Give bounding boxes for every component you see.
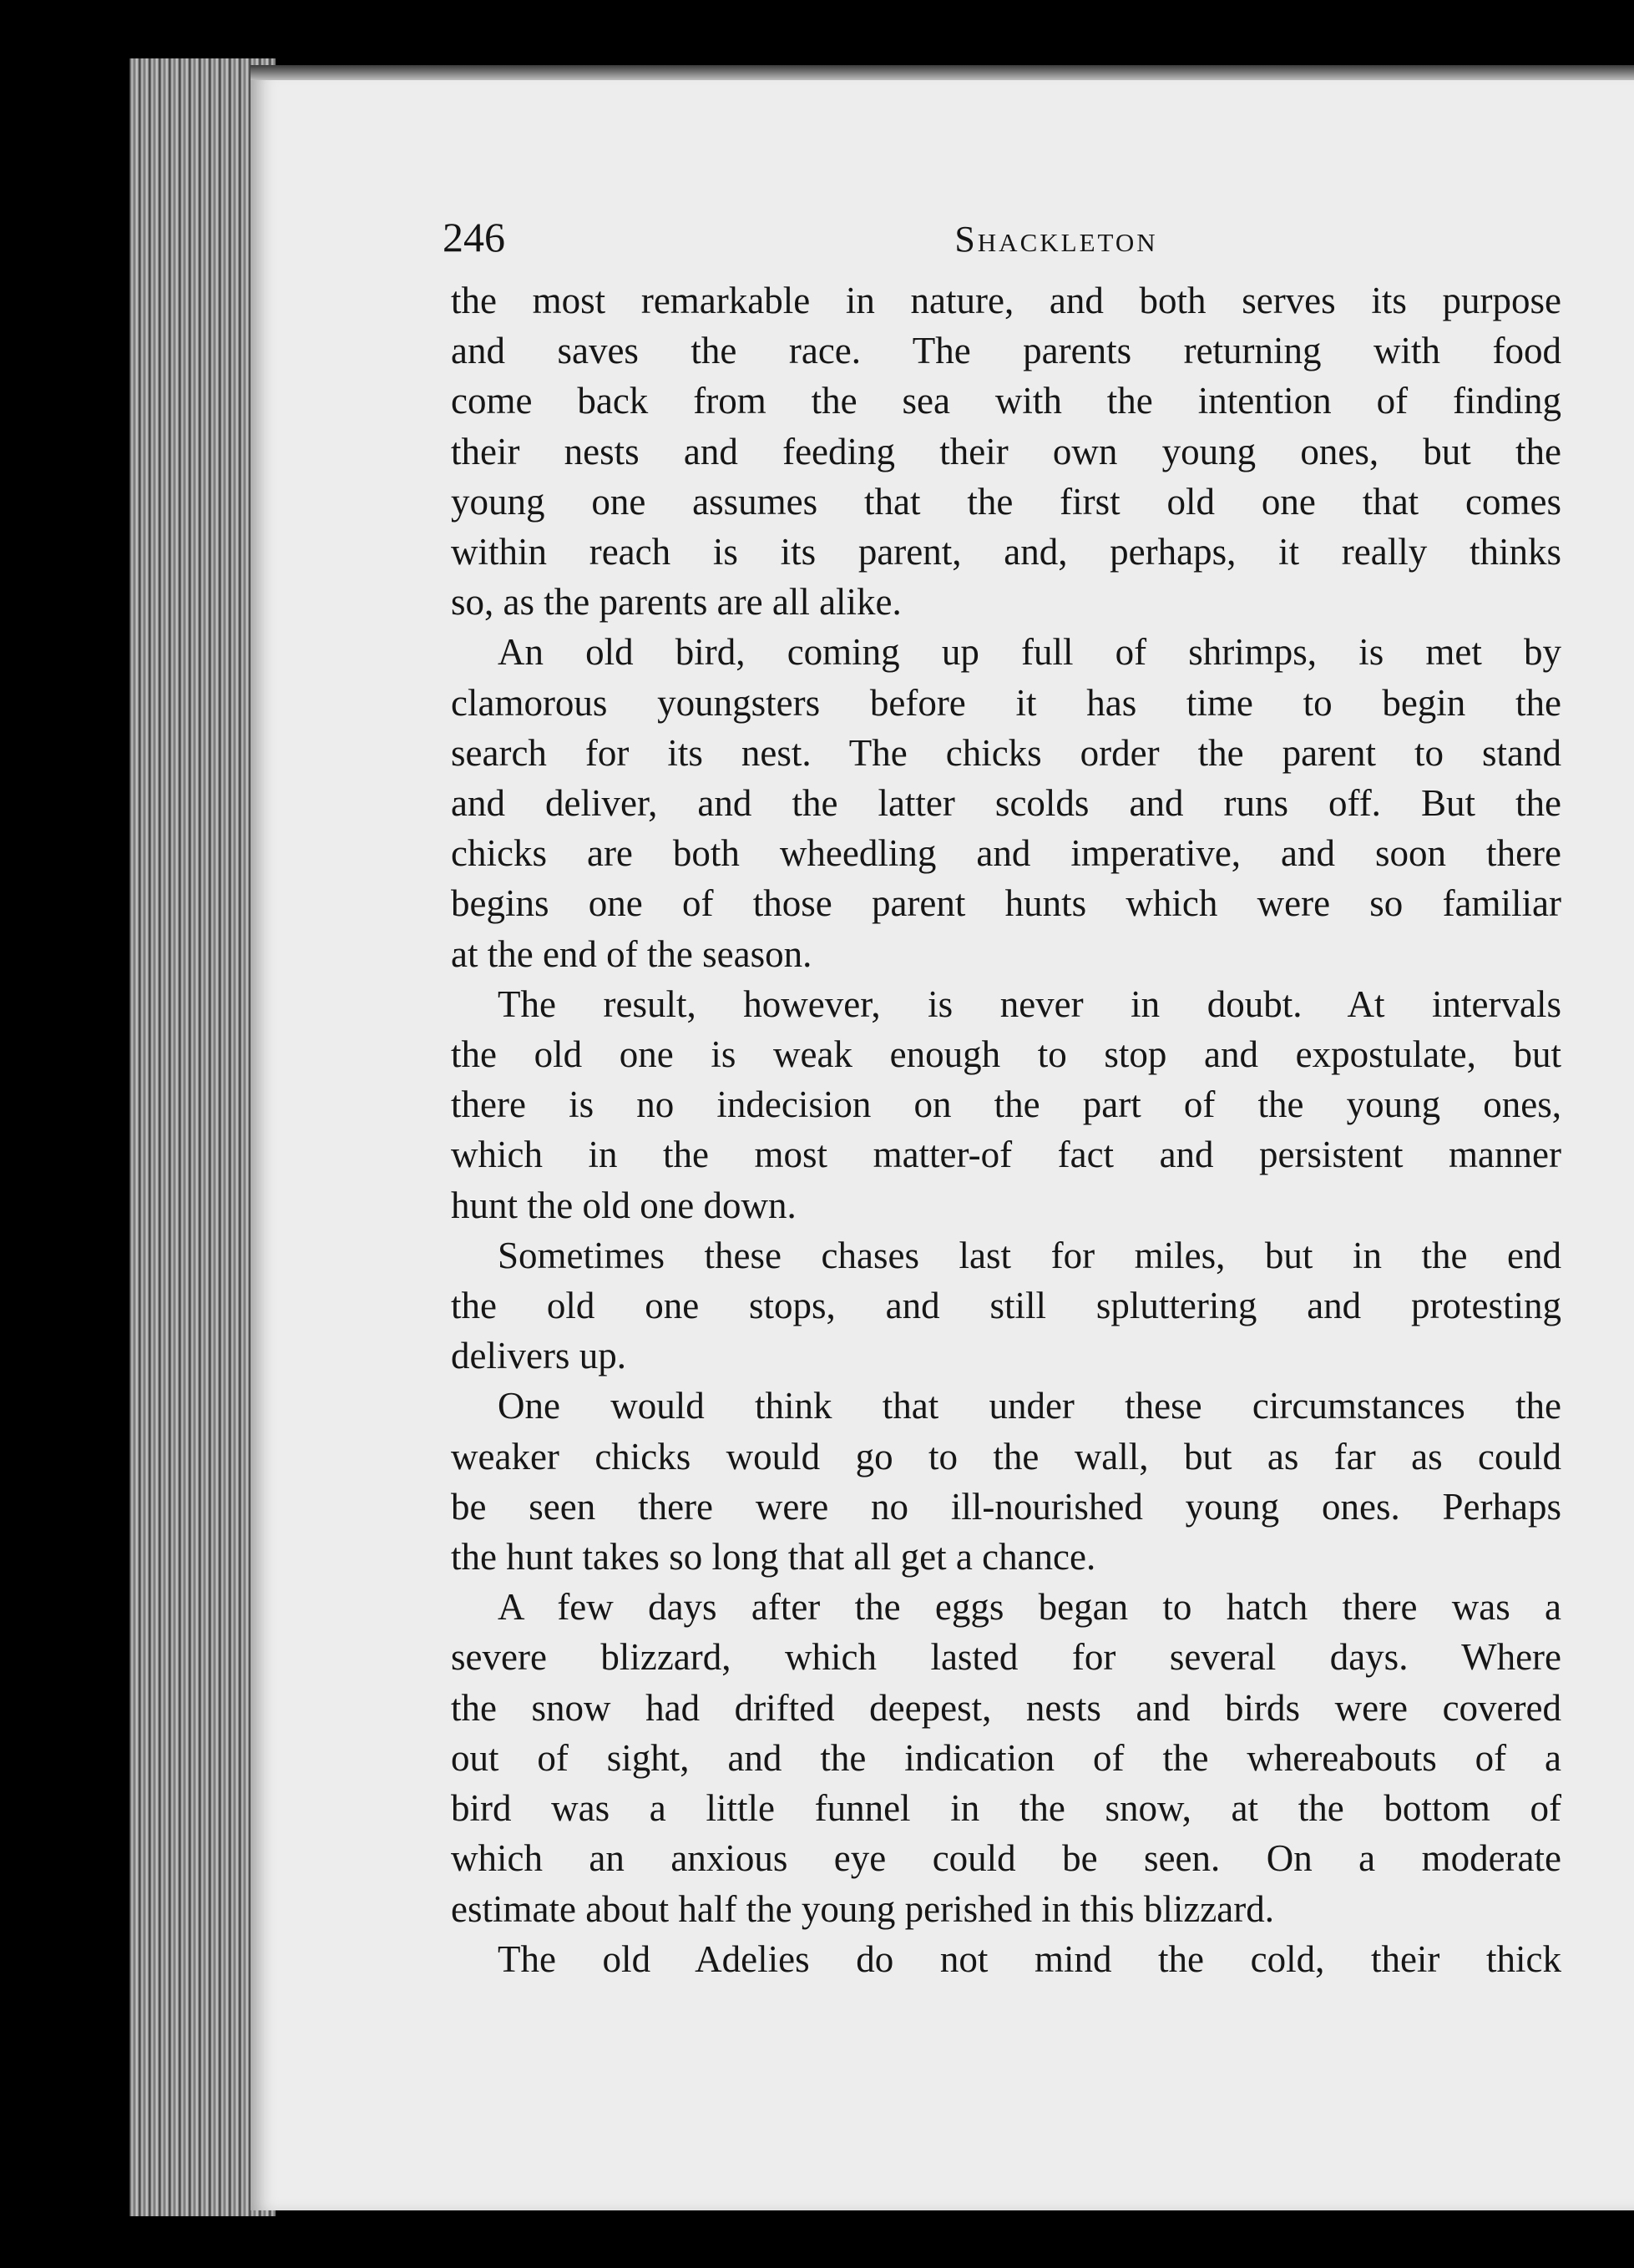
text-line: and deliver, and the latter scolds and runs off. But the: [451, 782, 1561, 825]
page-header: [443, 213, 1570, 280]
text-line: which in the most matter-of fact and persistent manner: [451, 1134, 1561, 1176]
text-line: begins one of those parent hunts which were so familiar: [451, 882, 1561, 925]
text-line: The result, however, is never in doubt. At intervals: [498, 982, 1561, 1025]
text-line: delivers up.: [451, 1335, 626, 1377]
text-line: estimate about half the young perished in this blizzard.: [451, 1887, 1274, 1930]
page-number: 246: [443, 214, 505, 260]
text-line: One would think that under these circumstances the: [498, 1385, 1561, 1427]
text-line: Sometimes these chases last for miles, but in the end: [498, 1234, 1561, 1276]
text-line: the old one is weak enough to stop and expostulate, but: [451, 1033, 1561, 1076]
text-line: search for its nest. The chicks order the parent to stand: [451, 731, 1561, 774]
text-line: and saves the race. The parents returning with food: [451, 330, 1561, 372]
text-line: within reach is its parent, and, perhaps, it really thinks: [451, 531, 1561, 573]
text-line: the most remarkable in nature, and both serves its purpose: [451, 280, 1561, 321]
text-line: out of sight, and the indication of the whereabouts of a: [451, 1736, 1561, 1779]
text-line: weaker chicks would go to the wall, but as far as could: [451, 1435, 1561, 1477]
text-line: An old bird, coming up full of shrimps, is met by: [498, 631, 1561, 674]
text-line: clamorous youngsters before it has time to begin the: [451, 681, 1561, 724]
text-line: young one assumes that the first old one that comes: [451, 480, 1561, 523]
text-line: their nests and feeding their own young ones, but the: [451, 430, 1561, 472]
page-top-edge: [250, 65, 1634, 80]
text-line: severe blizzard, which lasted for several days. Where: [451, 1636, 1561, 1679]
text-line: the old one stops, and still spluttering and protesting: [451, 1285, 1561, 1327]
text-line: at the end of the season.: [451, 932, 812, 975]
text-line: A few days after the eggs began to hatch there was a: [498, 1586, 1561, 1629]
text-line: be seen there were no ill-nourished young ones. Perhaps: [451, 1485, 1561, 1528]
text-line: bird was a little funnel in the snow, at the bottom of: [451, 1787, 1561, 1830]
text-line: there is no indecision on the part of the young ones,: [451, 1083, 1561, 1126]
text-line: chicks are both wheedling and imperative, and soon there: [451, 832, 1561, 875]
text-line: the hunt takes so long that all get a chance.: [451, 1536, 1096, 1579]
body-text: [451, 275, 1561, 1984]
text-line: come back from the sea with the intention of finding: [451, 380, 1561, 422]
text-line: hunt the old one down.: [451, 1184, 797, 1226]
text-line: the snow had drifted deepest, nests and birds were covered: [451, 1686, 1561, 1729]
running-title: Shackleton: [954, 219, 1158, 260]
text-line: so, as the parents are all alike.: [451, 581, 902, 624]
text-line: The old Adelies do not mind the cold, their thick: [498, 1937, 1561, 1980]
text-line: which an anxious eye could be seen. On a moderate: [451, 1837, 1561, 1880]
